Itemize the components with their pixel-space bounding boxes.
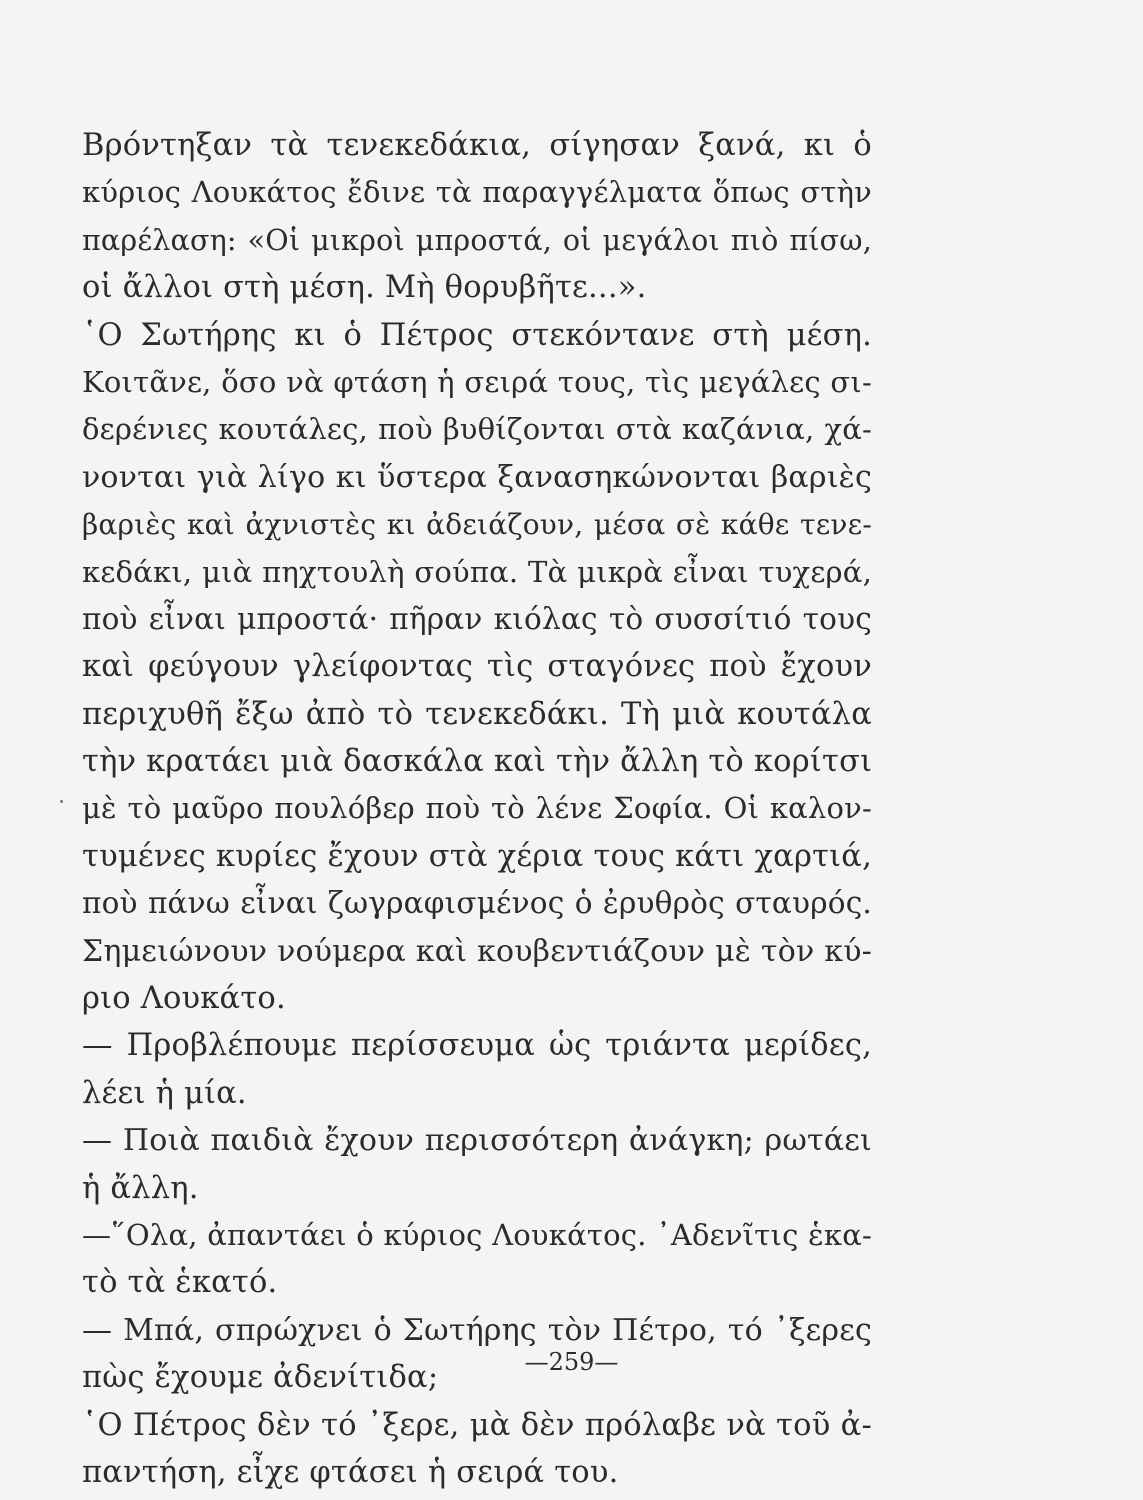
text-line: λέει ἡ μία. [82,1075,247,1111]
text-line: μὲ τὸ μαῦρο πουλόβερ ποὺ τὸ λένε Σοφία. Οἱ καλον- [82,791,872,826]
page-number: —259— [524,1348,619,1376]
text-line: — Ποιὰ παιδιὰ ἔχουν περισσότερη ἀνάγκη; ρωτάει [82,1123,872,1159]
text-line: ποὺ εἶναι μπροστά· πῆραν κιόλας τὸ συσσίτιό τους [82,601,872,636]
text-line: τυμένες κυρίες ἔχουν στὰ χέρια τους κάτι χαρτιά, [82,838,872,874]
text-line: τὸ τὰ ἑκατό. [82,1265,278,1301]
text-line: πὼς ἔχουμε ἀδενίτιδα; [82,1360,439,1396]
text-line: οἱ ἄλλοι στὴ μέση. Μὴ θορυβῆτε...». [82,270,647,306]
text-line: — Μπά, σπρώχνει ὁ Σωτήρης τὸν Πέτρο, τό ᾿ξερες [82,1312,872,1348]
text-line: περιχυθῆ ἔξω ἀπὸ τὸ τενεκεδάκι. Τὴ μιὰ κουτάλα [82,696,872,732]
text-line: Σημειώνουν νούμερα καὶ κουβεντιάζουν μὲ τὸν κύ- [82,933,872,969]
text-line: ῾Ο Σωτήρης κι ὁ Πέτρος στεκόντανε στὴ μέση. [82,317,872,353]
text-line: Κοιτᾶνε, ὅσο νὰ φτάση ἡ σειρά τους, τὶς μεγάλες σι- [82,364,872,399]
text-line: νονται γιὰ λίγο κι ὕστερα ξανασηκώνονται βαριὲς [82,459,872,495]
text-line: καὶ φεύγουν γλείφοντας τὶς σταγόνες ποὺ ἔχουν [82,649,872,685]
text-line: τὴν κρατάει μιὰ δασκάλα καὶ τὴν ἄλλη τὸ κορίτσι [82,744,873,780]
text-line: Βρόντηξαν τὰ τενεκεδάκια, σίγησαν ξανά, κι ὁ [82,128,872,163]
text-line: ριο Λουκάτο. [82,981,286,1017]
body-text [82,122,872,1496]
text-line: παντήση, εἶχε φτάσει ἡ σειρά του. [82,1454,619,1490]
text-line: — Προβλέπουμε περίσσευμα ὡς τριάντα μερίδες, [82,1028,872,1064]
text-line: ῾Ο Πέτρος δὲν τό ᾿ξερε, μὰ δὲν πρόλαβε νὰ τοῦ ἀ- [82,1407,872,1443]
ink-speck [60,800,63,803]
text-line: —῞Ολα, ἀπαντάει ὁ κύριος Λουκάτος. ᾿Αδενῖτις ἑκα- [82,1217,872,1252]
text-line: δερένιες κουτάλες, ποὺ βυθίζονται στὰ καζάνια, χά- [82,412,872,447]
text-line: ἡ ἄλλη. [82,1170,199,1206]
text-line: κεδάκι, μιὰ πηχτουλὴ σούπα. Τὰ μικρὰ εἶναι τυχερά, [82,554,872,589]
text-line: κύριος Λουκάτος ἔδινε τὰ παραγγέλματα ὅπως στὴν [82,175,872,210]
text-line: ποὺ πάνω εἶναι ζωγραφισμένος ὁ ἐρυθρὸς σταυρός. [82,886,872,921]
text-line: βαριὲς καὶ ἀχνιστὲς κι ἀδειάζουν, μέσα σὲ κάθε τενε- [82,508,872,542]
text-line: παρέλαση: «Οἱ μικροὶ μπροστά, οἱ μεγάλοι πιὸ πίσω, [82,223,872,257]
